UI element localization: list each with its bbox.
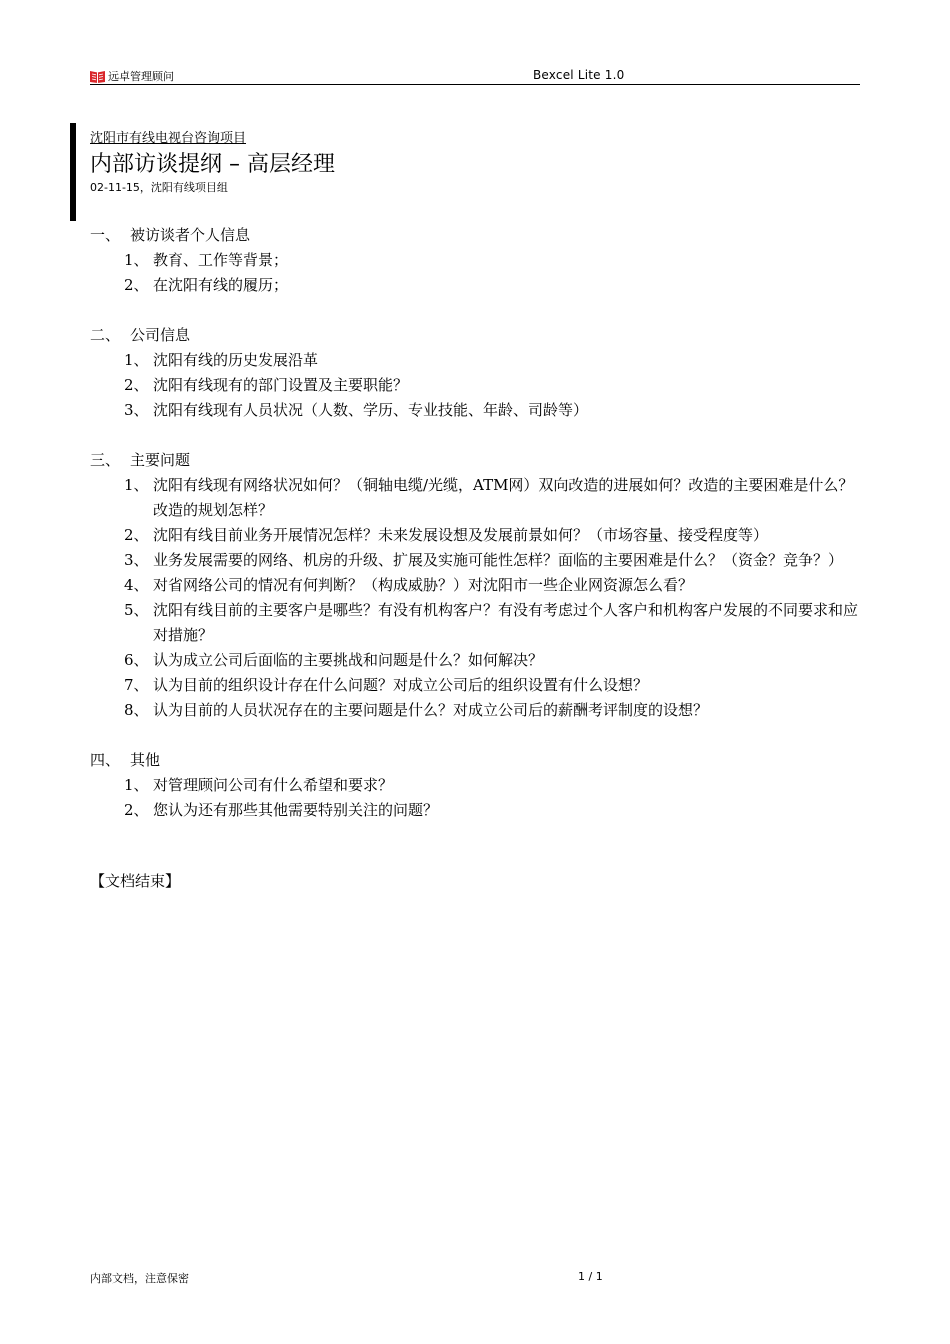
section-number: 二、 (90, 326, 121, 344)
item-number: 8、 (124, 701, 149, 719)
list-item (90, 548, 862, 573)
project-name: 沈阳市有线电视台咨询项目 (90, 131, 247, 146)
item-number: 2、 (124, 801, 149, 819)
item-number: 3、 (124, 551, 149, 569)
list-item (90, 523, 862, 548)
item-text: 沈阳有线的历史发展沿革 (153, 351, 319, 369)
section-title: 主要问题 (130, 451, 191, 469)
section-personal-info (90, 223, 862, 298)
item-number: 1、 (124, 776, 149, 794)
item-text: 认为目前的组织设计存在什么问题？对成立公司后的组织设置有什么设想？ (153, 676, 649, 694)
section-other (90, 748, 862, 823)
list-item (90, 398, 862, 423)
item-text: 沈阳有线现有网络状况如何？（铜轴电缆/光缆，ATM网）双向改造的进展如何？改造的主要困难是什么？改造的规划怎样？ (153, 476, 854, 519)
document-body (90, 223, 862, 894)
item-text: 在沈阳有线的履历； (153, 276, 289, 294)
product-name: Bexcel Lite 1.0 (533, 68, 625, 82)
list-item (90, 348, 862, 373)
section-title: 被访谈者个人信息 (130, 226, 251, 244)
end-of-document-mark: 【文档结束】 (90, 872, 181, 890)
list-item (90, 473, 862, 523)
item-number: 5、 (124, 601, 149, 619)
section-title: 公司信息 (130, 326, 191, 344)
title-block (70, 123, 570, 221)
document-meta: 02-11-15，沈阳有线项目组 (90, 181, 228, 194)
title-accent-bar (70, 123, 76, 221)
item-number: 1、 (124, 251, 149, 269)
section-number: 三、 (90, 451, 121, 469)
item-text: 沈阳有线目前业务开展情况怎样？未来发展设想及发展前景如何？（市场容量、接受程度等） (153, 526, 769, 544)
item-text: 沈阳有线目前的主要客户是哪些？有没有机构客户？有没有考虑过个人客户和机构客户发展的不同要求和应对措施？ (153, 601, 859, 644)
section-heading (90, 448, 862, 473)
page-footer (90, 1270, 860, 1286)
item-number: 2、 (124, 276, 149, 294)
section-heading (90, 748, 862, 773)
section-heading (90, 323, 862, 348)
item-number: 1、 (124, 351, 149, 369)
section-company-info (90, 323, 862, 423)
item-number: 7、 (124, 676, 149, 694)
list-item (90, 373, 862, 398)
section-number: 四、 (90, 751, 121, 769)
item-text: 沈阳有线现有人员状况（人数、学历、专业技能、年龄、司龄等） (153, 401, 589, 419)
item-text: 教育、工作等背景； (153, 251, 289, 269)
book-logo-icon (90, 69, 105, 83)
list-item (90, 648, 862, 673)
item-text: 沈阳有线现有的部门设置及主要职能？ (153, 376, 409, 394)
company-name: 远卓管理顾问 (108, 70, 174, 83)
list-item (90, 573, 862, 598)
list-item (90, 798, 862, 823)
section-title: 其他 (130, 751, 161, 769)
section-number: 一、 (90, 226, 121, 244)
list-item (90, 273, 862, 298)
item-number: 1、 (124, 476, 149, 494)
section-heading (90, 223, 862, 248)
item-text: 对省网络公司的情况有何判断？（构成威胁？）对沈阳市一些企业网资源怎么看？ (153, 576, 694, 594)
section-main-issues (90, 448, 862, 723)
item-number: 3、 (124, 401, 149, 419)
item-text: 对管理顾问公司有什么希望和要求？ (153, 776, 394, 794)
list-item (90, 698, 862, 723)
item-number: 2、 (124, 526, 149, 544)
item-number: 6、 (124, 651, 149, 669)
list-item (90, 773, 862, 798)
item-text: 您认为还有那些其他需要特别关注的问题？ (153, 801, 439, 819)
confidential-note: 内部文档，注意保密 (90, 1272, 189, 1285)
item-number: 4、 (124, 576, 149, 594)
item-text: 认为目前的人员状况存在的主要问题是什么？对成立公司后的薪酬考评制度的设想？ (153, 701, 709, 719)
list-item (90, 248, 862, 273)
list-item (90, 598, 862, 648)
item-text: 业务发展需要的网络、机房的升级、扩展及实施可能性怎样？面临的主要困难是什么？（资金？竞争？） (153, 551, 844, 569)
item-number: 2、 (124, 376, 149, 394)
document-title: 内部访谈提纲 – 高层经理 (90, 152, 335, 177)
list-item (90, 673, 862, 698)
page-header (90, 66, 860, 85)
page-number: 1 / 1 (578, 1270, 603, 1283)
item-text: 认为成立公司后面临的主要挑战和问题是什么？如何解决？ (153, 651, 544, 669)
